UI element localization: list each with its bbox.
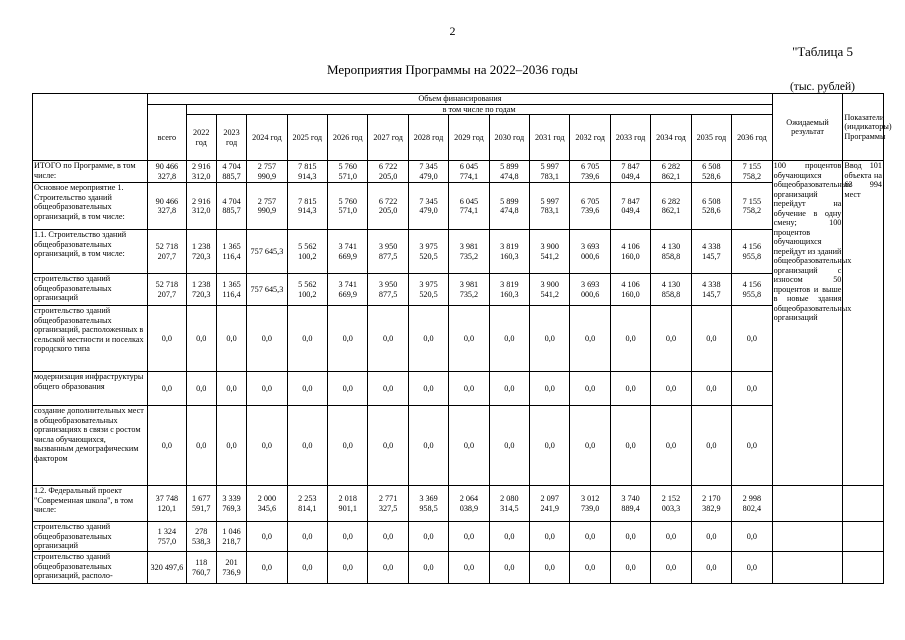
value-cell: 0,0 [186, 372, 216, 406]
value-cell: 6 282 862,1 [651, 161, 691, 183]
value-cell: 0,0 [651, 306, 691, 372]
value-cell: 0,0 [449, 406, 489, 486]
expected-result-cell: 100 процентов обучающихся общеобразовательных организаций перейдут на обучение в одну смену; 100 процентов обучающихся перейдут из зданий общеобразовательных организаций с износом 50 процентов и выше в новые здания общеобразовательных организаций [772, 161, 843, 486]
value-cell: 0,0 [247, 552, 287, 584]
value-cell: 0,0 [530, 406, 570, 486]
value-cell: 3 975 520,5 [408, 230, 448, 274]
value-cell: 0,0 [610, 306, 650, 372]
header-column: 2022 год [186, 115, 216, 161]
value-cell: 0,0 [732, 372, 773, 406]
value-cell: 0,0 [570, 372, 610, 406]
value-cell: 0,0 [610, 552, 650, 584]
page-number: 2 [449, 24, 456, 38]
header-column: 2025 год [287, 115, 327, 161]
value-cell: 0,0 [368, 372, 408, 406]
value-cell: 0,0 [449, 306, 489, 372]
value-cell: 0,0 [328, 306, 368, 372]
value-cell: 5 899 474,8 [489, 161, 529, 183]
value-cell: 0,0 [691, 306, 731, 372]
value-cell: 0,0 [489, 522, 529, 552]
value-cell: 3 693 000,6 [570, 274, 610, 306]
value-cell: 7 155 758,2 [732, 161, 773, 183]
value-cell: 2 064 038,9 [449, 486, 489, 522]
row-name: Основное мероприятие 1. Строительство зданий общеобразовательных организаций, в том числе: [33, 183, 148, 230]
value-cell: 90 466 327,8 [148, 183, 186, 230]
document-title: Мероприятия Программы на 2022–2036 годы [326, 62, 579, 77]
value-cell: 3 900 541,2 [530, 230, 570, 274]
value-cell: 0,0 [732, 306, 773, 372]
value-cell: 3 741 669,9 [328, 230, 368, 274]
value-cell: 0,0 [489, 306, 529, 372]
value-cell: 0,0 [651, 372, 691, 406]
row-name: строительство зданий общеобразовательных организаций, расположенных в сельской местности и поселках городского типа [33, 306, 148, 372]
value-cell: 0,0 [247, 306, 287, 372]
value-cell: 90 466 327,8 [148, 161, 186, 183]
value-cell: 0,0 [570, 552, 610, 584]
value-cell: 3 975 520,5 [408, 274, 448, 306]
table-row [33, 306, 884, 372]
value-cell: 0,0 [408, 552, 448, 584]
value-cell: 0,0 [732, 406, 773, 486]
header-column: 2024 год [247, 115, 287, 161]
value-cell: 278 538,3 [186, 522, 216, 552]
value-cell: 2 018 901,1 [328, 486, 368, 522]
value-cell: 0,0 [287, 522, 327, 552]
empty-indicators-cell [843, 552, 884, 584]
value-cell: 0,0 [570, 522, 610, 552]
value-cell: 0,0 [691, 552, 731, 584]
value-cell: 0,0 [449, 372, 489, 406]
row-name: модернизация инфраструктуры общего образования [33, 372, 148, 406]
value-cell: 3 741 669,9 [328, 274, 368, 306]
value-cell: 0,0 [530, 306, 570, 372]
value-cell: 5 997 783,1 [530, 183, 570, 230]
table-row [33, 552, 884, 584]
value-cell: 6 705 739,6 [570, 183, 610, 230]
row-name: строительство зданий общеобразовательных организаций, располо- [33, 552, 148, 584]
header-column: 2028 год [408, 115, 448, 161]
value-cell: 3 981 735,2 [449, 230, 489, 274]
value-cell: 3 693 000,6 [570, 230, 610, 274]
header-column: 2031 год [530, 115, 570, 161]
header-column: 2023 год [216, 115, 246, 161]
value-cell: 0,0 [216, 306, 246, 372]
header-column: 2027 год [368, 115, 408, 161]
header-column: 2029 год [449, 115, 489, 161]
units-label: (тыс. рублей) [789, 81, 855, 93]
value-cell: 0,0 [408, 306, 448, 372]
value-cell: 2 253 814,1 [287, 486, 327, 522]
value-cell: 0,0 [691, 522, 731, 552]
value-cell: 0,0 [216, 406, 246, 486]
value-cell: 2 771 327,5 [368, 486, 408, 522]
row-name: 1.2. Федеральный проект "Современная школа", в том числе: [33, 486, 148, 522]
value-cell: 3 012 739,0 [570, 486, 610, 522]
header-name-cell [33, 94, 148, 161]
value-cell: 118 760,7 [186, 552, 216, 584]
value-cell: 2 080 314,5 [489, 486, 529, 522]
value-cell: 0,0 [247, 372, 287, 406]
value-cell: 3 900 541,2 [530, 274, 570, 306]
value-cell: 0,0 [449, 552, 489, 584]
value-cell: 0,0 [186, 406, 216, 486]
value-cell: 757 645,3 [247, 274, 287, 306]
value-cell: 7 847 049,4 [610, 161, 650, 183]
value-cell: 0,0 [732, 522, 773, 552]
value-cell: 0,0 [186, 306, 216, 372]
empty-indicators-cell [843, 522, 884, 552]
value-cell: 0,0 [328, 522, 368, 552]
value-cell: 1 046 218,7 [216, 522, 246, 552]
value-cell: 0,0 [610, 372, 650, 406]
value-cell: 0,0 [449, 522, 489, 552]
indicators-cell: Ввод 101 объекта на 63 994 мест [843, 161, 884, 486]
value-cell: 2 998 802,4 [732, 486, 773, 522]
value-cell: 5 562 100,2 [287, 230, 327, 274]
value-cell: 3 369 958,5 [408, 486, 448, 522]
value-cell: 52 718 207,7 [148, 274, 186, 306]
table-row [33, 406, 884, 486]
value-cell: 0,0 [691, 372, 731, 406]
value-cell: 52 718 207,7 [148, 230, 186, 274]
header-financing: Объем финансирования [148, 94, 772, 105]
row-name: ИТОГО по Программе, в том числе: [33, 161, 148, 183]
value-cell: 2 757 990,9 [247, 161, 287, 183]
header-column: 2032 год [570, 115, 610, 161]
value-cell: 4 106 160,0 [610, 230, 650, 274]
value-cell: 5 899 474,8 [489, 183, 529, 230]
value-cell: 3 950 877,5 [368, 230, 408, 274]
program-measures-table [32, 93, 892, 584]
value-cell: 4 338 145,7 [691, 274, 731, 306]
header-column: 2030 год [489, 115, 529, 161]
value-cell: 6 282 862,1 [651, 183, 691, 230]
value-cell: 0,0 [328, 406, 368, 486]
empty-result-cell [772, 486, 843, 522]
value-cell: 201 736,9 [216, 552, 246, 584]
value-cell: 0,0 [247, 406, 287, 486]
table-row [33, 161, 884, 183]
value-cell: 0,0 [368, 406, 408, 486]
value-cell: 2 097 241,9 [530, 486, 570, 522]
row-name: строительство зданий общеобразовательных организаций [33, 522, 148, 552]
header-column: 2033 год [610, 115, 650, 161]
value-cell: 1 324 757,0 [148, 522, 186, 552]
table-row [33, 230, 884, 274]
value-cell: 4 106 160,0 [610, 274, 650, 306]
value-cell: 0,0 [651, 552, 691, 584]
value-cell: 0,0 [216, 372, 246, 406]
value-cell: 0,0 [651, 406, 691, 486]
row-name: создание дополнительных мест в общеобразовательных организациях в связи с ростом числа обучающихся, вызванным демографическим фактором [33, 406, 148, 486]
value-cell: 4 130 858,8 [651, 230, 691, 274]
value-cell: 0,0 [408, 522, 448, 552]
value-cell: 3 950 877,5 [368, 274, 408, 306]
empty-result-cell [772, 522, 843, 552]
value-cell: 2 000 345,6 [247, 486, 287, 522]
value-cell: 7 815 914,3 [287, 161, 327, 183]
value-cell: 7 847 049,4 [610, 183, 650, 230]
value-cell: 1 677 591,7 [186, 486, 216, 522]
header-expected-result: Ожидаемый результат [772, 94, 843, 161]
value-cell: 1 365 116,4 [216, 230, 246, 274]
value-cell: 0,0 [530, 552, 570, 584]
value-cell: 1 238 720,3 [186, 230, 216, 274]
value-cell: 1 365 116,4 [216, 274, 246, 306]
row-name: 1.1. Строительство зданий общеобразовательных организаций, в том числе: [33, 230, 148, 274]
header-column: 2035 год [691, 115, 731, 161]
table-row [33, 372, 884, 406]
value-cell: 6 045 774,1 [449, 161, 489, 183]
header-total-spacer [148, 104, 186, 115]
value-cell: 0,0 [368, 552, 408, 584]
value-cell: 0,0 [368, 522, 408, 552]
value-cell: 3 981 735,2 [449, 274, 489, 306]
value-cell: 0,0 [691, 406, 731, 486]
value-cell: 0,0 [328, 552, 368, 584]
value-cell: 6 508 528,6 [691, 161, 731, 183]
value-cell: 5 997 783,1 [530, 161, 570, 183]
value-cell: 0,0 [570, 406, 610, 486]
value-cell: 0,0 [489, 552, 529, 584]
table-row [33, 274, 884, 306]
header-column: всего [148, 115, 186, 161]
value-cell: 757 645,3 [247, 230, 287, 274]
value-cell: 0,0 [287, 372, 327, 406]
value-cell: 0,0 [610, 406, 650, 486]
empty-indicators-cell [843, 486, 884, 522]
value-cell: 2 170 382,9 [691, 486, 731, 522]
value-cell: 3 819 160,3 [489, 230, 529, 274]
value-cell: 0,0 [328, 372, 368, 406]
value-cell: 0,0 [148, 406, 186, 486]
value-cell: 4 156 955,8 [732, 274, 773, 306]
value-cell: 0,0 [247, 522, 287, 552]
value-cell: 37 748 120,1 [148, 486, 186, 522]
value-cell: 0,0 [408, 372, 448, 406]
value-cell: 320 497,6 [148, 552, 186, 584]
value-cell: 0,0 [368, 306, 408, 372]
value-cell: 2 757 990,9 [247, 183, 287, 230]
header-column: 2036 год [732, 115, 773, 161]
value-cell: 5 760 571,0 [328, 161, 368, 183]
empty-result-cell [772, 552, 843, 584]
value-cell: 0,0 [732, 552, 773, 584]
value-cell: 0,0 [530, 372, 570, 406]
table-row [33, 486, 884, 522]
header-column: 2026 год [328, 115, 368, 161]
value-cell: 0,0 [408, 406, 448, 486]
header-column: 2034 год [651, 115, 691, 161]
value-cell: 0,0 [651, 522, 691, 552]
value-cell: 0,0 [610, 522, 650, 552]
value-cell: 0,0 [287, 406, 327, 486]
header-by-years: в том числе по годам [186, 104, 772, 115]
value-cell: 6 508 528,6 [691, 183, 731, 230]
value-cell: 0,0 [489, 406, 529, 486]
value-cell: 7 345 479,0 [408, 183, 448, 230]
value-cell: 0,0 [530, 522, 570, 552]
value-cell: 6 722 205,0 [368, 161, 408, 183]
value-cell: 5 760 571,0 [328, 183, 368, 230]
table-row [33, 183, 884, 230]
value-cell: 1 238 720,3 [186, 274, 216, 306]
header-indicators: Показатели (индикаторы) Программы [843, 94, 884, 161]
value-cell: 3 740 889,4 [610, 486, 650, 522]
table-row [33, 522, 884, 552]
value-cell: 0,0 [287, 306, 327, 372]
value-cell: 2 916 312,0 [186, 161, 216, 183]
value-cell: 3 339 769,3 [216, 486, 246, 522]
value-cell: 0,0 [489, 372, 529, 406]
value-cell: 0,0 [287, 552, 327, 584]
value-cell: 4 130 858,8 [651, 274, 691, 306]
value-cell: 0,0 [148, 372, 186, 406]
value-cell: 4 704 885,7 [216, 183, 246, 230]
value-cell: 6 045 774,1 [449, 183, 489, 230]
value-cell: 7 815 914,3 [287, 183, 327, 230]
row-name: строительство зданий общеобразовательных организаций [33, 274, 148, 306]
value-cell: 4 338 145,7 [691, 230, 731, 274]
value-cell: 4 704 885,7 [216, 161, 246, 183]
value-cell: 3 819 160,3 [489, 274, 529, 306]
value-cell: 5 562 100,2 [287, 274, 327, 306]
value-cell: 0,0 [570, 306, 610, 372]
value-cell: 0,0 [148, 306, 186, 372]
value-cell: 2 152 003,3 [651, 486, 691, 522]
value-cell: 6 722 205,0 [368, 183, 408, 230]
value-cell: 2 916 312,0 [186, 183, 216, 230]
table-label: "Таблица 5 [792, 44, 853, 59]
value-cell: 4 156 955,8 [732, 230, 773, 274]
value-cell: 7 155 758,2 [732, 183, 773, 230]
value-cell: 6 705 739,6 [570, 161, 610, 183]
value-cell: 7 345 479,0 [408, 161, 448, 183]
